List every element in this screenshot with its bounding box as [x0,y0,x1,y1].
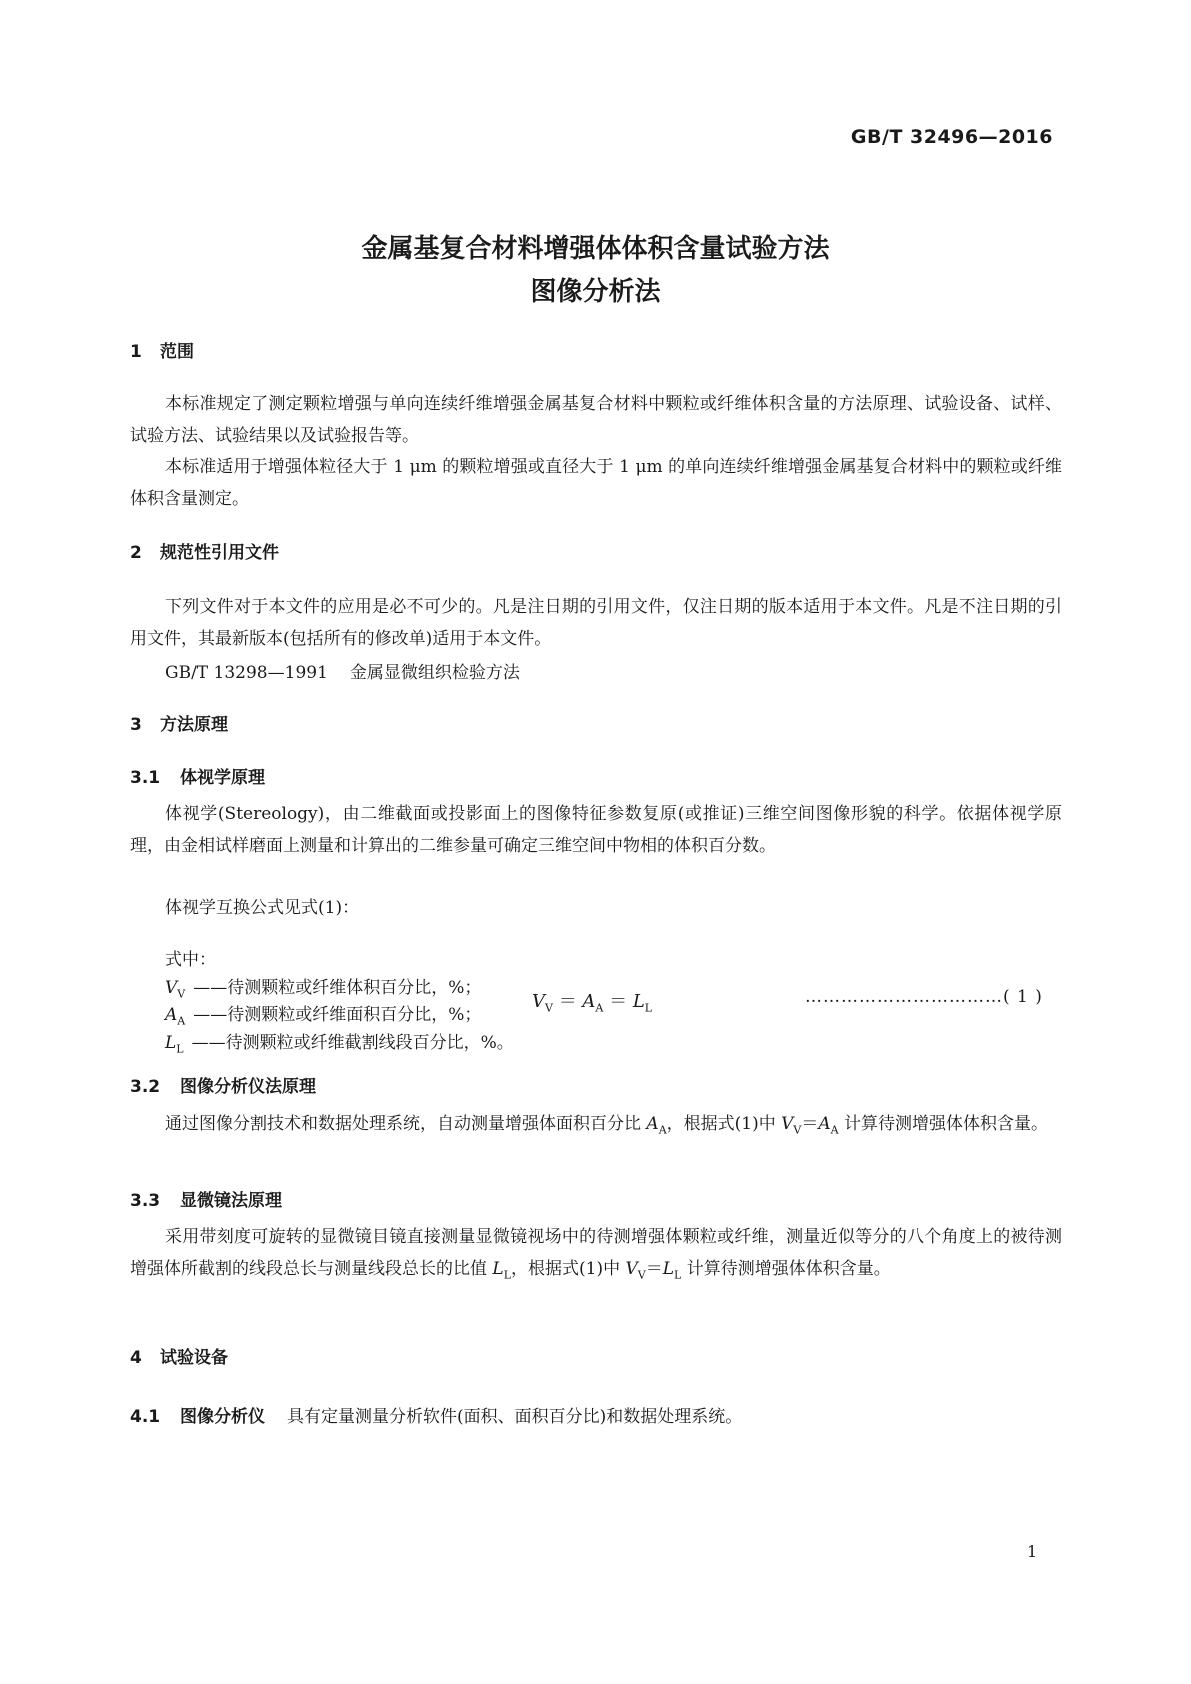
section-4-heading [130,1343,228,1368]
section-4-1-item [130,1402,742,1427]
section-number: 1 [130,342,142,362]
stereology-paragraph: 体视学(Stereology)，由二维截面或投影面上的图像特征参数复原(或推证)三维空间图像形貌的科学。依据体视学原理，由金相试样磨面上测量和计算出的二维参量可确定三维空间中物相的体积百分数。 [130,804,1062,856]
definition-item: $L_L$ ——待测颗粒或纤维截割线段百分比，%。 [165,1033,514,1056]
section-3-3-heading [130,1186,282,1211]
section-3-2-heading [130,1072,316,1097]
section-number: 2 [130,543,142,563]
standard-code: GB/T 32496—2016 [850,126,1053,148]
section-title: 试验设备 [160,1348,228,1368]
section-number: 3.3 [130,1191,161,1211]
section-title: 规范性引用文件 [160,543,279,563]
definition-item: $A_A$ ——待测颗粒或纤维面积百分比，%； [165,1005,482,1028]
where-label: 式中： [165,950,216,970]
normative-refs-paragraph: 下列文件对于本文件的应用是必不可少的。凡是注日期的引用文件，仅注日期的版本适用于本文件。凡是不注日期的引用文件，其最新版本(包括所有的修改单)适用于本文件。 [130,597,1062,649]
section-3-heading [130,710,228,735]
document-title: 金属基复合材料增强体体积含量试验方法 [361,234,830,264]
section-title: 体视学原理 [180,768,265,788]
section-title: 显微镜法原理 [180,1191,282,1211]
reference-title: 金属显微组织检验方法 [349,663,520,683]
formula-1: $V_V = A_A = L_L$ [532,991,653,1015]
scope-paragraph-2: 本标准适用于增强体粒径大于 1 μm 的颗粒增强或直径大于 1 μm 的单向连续纤维增强金属基复合材料中的颗粒或纤维体积含量测定。 [130,457,1062,509]
section-1-heading [130,337,194,362]
section-number: 3.1 [130,768,161,788]
formula-intro: 体视学互换公式见式(1)： [165,898,360,918]
section-title: 范围 [160,342,194,362]
document-subtitle: 图像分析法 [530,277,661,307]
normative-reference [165,658,520,683]
section-3-1-heading [130,763,265,788]
section-title: 方法原理 [160,715,228,735]
section-number: 4.1 [130,1407,161,1427]
microscope-principle-paragraph: 采用带刻度可旋转的显微镜目镜直接测量显微镜视场中的待测增强体颗粒或纤维，测量近似等分的八个角度上的被待测增强体所截割的线段总长与测量线段总长的比值 $L_L$，根据式(1)中 $V_V=L_L$ 计算待测增强体体积含量。 [130,1227,1062,1282]
formula-number: ……………………………( 1 ) [805,987,1043,1007]
section-number: 3 [130,715,142,735]
section-2-heading [130,538,279,563]
page-number: 1 [1027,1542,1038,1561]
section-title: 图像分析仪法原理 [180,1077,316,1097]
definition-item: $V_V$ ——待测颗粒或纤维体积百分比，%； [165,978,482,1001]
section-4-1-text: 具有定量测量分析软件(面积、面积百分比)和数据处理系统。 [287,1407,743,1427]
scope-paragraph-1: 本标准规定了测定颗粒增强与单向连续纤维增强金属基复合材料中颗粒或纤维体积含量的方法原理、试验设备、试样、试验方法、试验结果以及试验报告等。 [130,394,1062,446]
section-title: 图像分析仪 [180,1407,265,1427]
image-analysis-principle-paragraph: 通过图像分割技术和数据处理系统，自动测量增强体面积百分比 $A_A$，根据式(1)中 $V_V=A_A$ 计算待测增强体体积含量。 [165,1114,1048,1137]
section-number: 4 [130,1348,142,1368]
section-number: 3.2 [130,1077,161,1097]
reference-code: GB/T 13298—1991 [165,663,328,683]
